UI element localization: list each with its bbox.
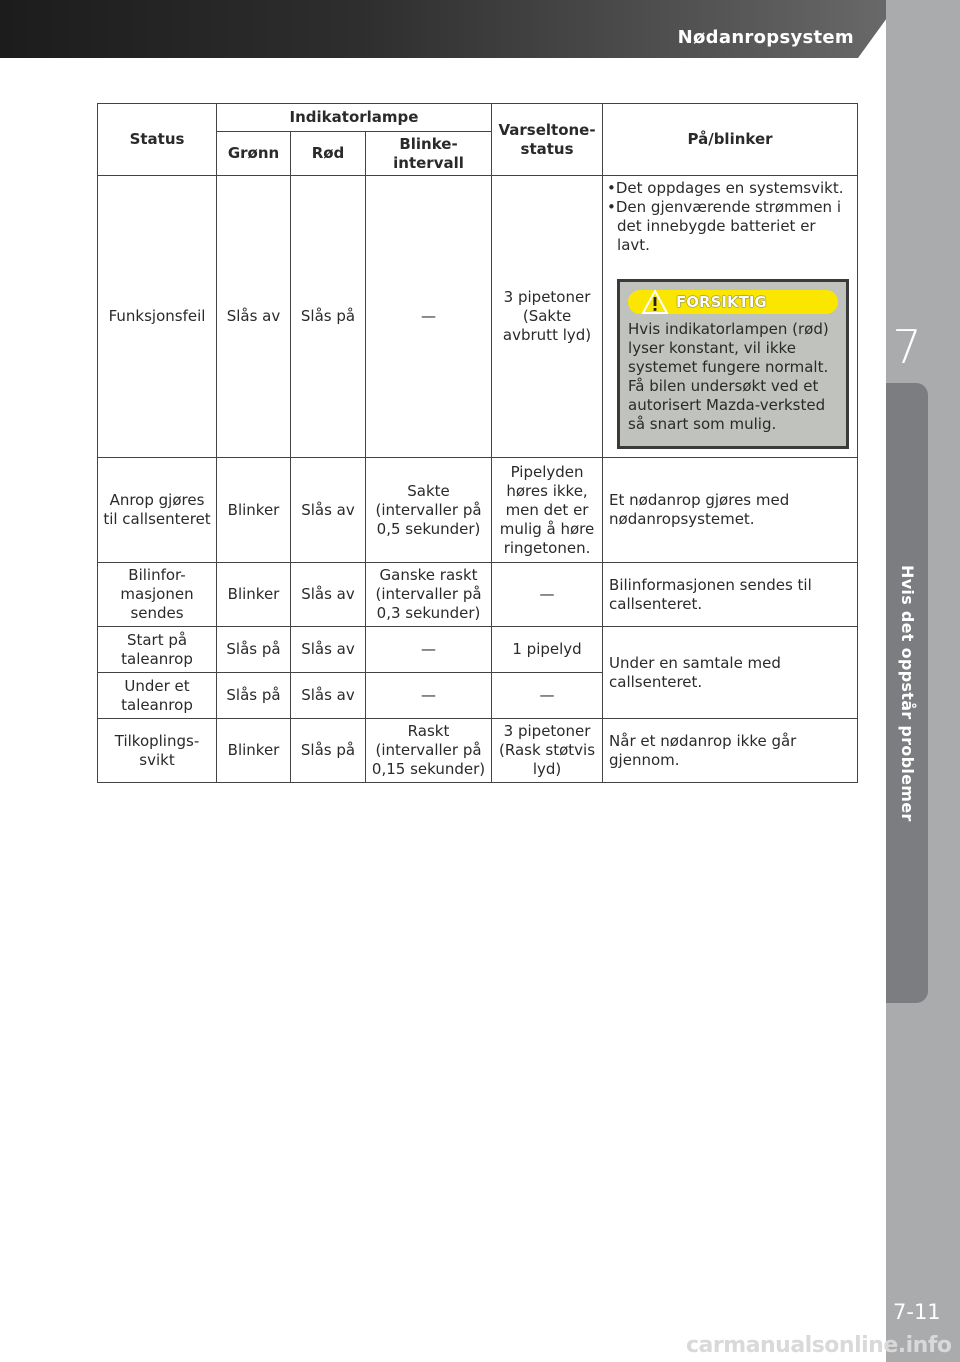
header-interval: Blinke- intervall: [366, 132, 492, 176]
cell-tone: 3 pipetoner (Rask støtvis lyd): [492, 719, 603, 783]
cell-red: Slås av: [291, 563, 366, 627]
bullet-item: •Det oppdages en systemsvikt.: [607, 179, 844, 197]
header-red: Rød: [291, 132, 366, 176]
cell-blinker: Bilinformasjonen sendes til callsenteret.: [603, 563, 858, 627]
cell-interval: —: [366, 673, 492, 719]
caution-box: [617, 279, 849, 449]
caution-text: Hvis indikatorlampen (rød) lyser konstant, vil ikke systemet fungere normalt. Få bilen undersøkt ved et autorisert Mazda-verksted så snart som mulig.: [628, 320, 829, 433]
cell-blinker: Når et nødanrop ikke går gjennom.: [603, 719, 858, 783]
header-indicator: Indikatorlampe: [217, 104, 492, 132]
cell-tone: —: [492, 563, 603, 627]
caution-title: FORSIKTIG: [676, 292, 767, 311]
cell-status: Start på taleanrop: [98, 627, 217, 673]
cell-green: Slås på: [217, 627, 291, 673]
table-row: [98, 176, 858, 458]
warning-icon: [642, 290, 668, 314]
cell-green: Blinker: [217, 458, 291, 563]
header-green: Grønn: [217, 132, 291, 176]
status-table: [97, 103, 858, 783]
cell-red: Slås på: [291, 176, 366, 458]
cell-interval: Raskt (intervaller på 0,15 sekunder): [366, 719, 492, 783]
table-row: [98, 627, 858, 673]
cell-red: Slås av: [291, 458, 366, 563]
cell-green: Slås av: [217, 176, 291, 458]
cell-interval: —: [366, 627, 492, 673]
bullet-item: •Den gjenværende strømmen i det innebygde batteriet er lavt.: [607, 198, 841, 254]
cell-green: Blinker: [217, 719, 291, 783]
cell-tone: Pipelyden høres ikke, men det er mulig å høre ringetonen.: [492, 458, 603, 563]
cell-green: Slås på: [217, 673, 291, 719]
cell-green: Blinker: [217, 563, 291, 627]
cell-status: Anrop gjøres til callsenteret: [98, 458, 217, 563]
cell-interval: Ganske raskt (intervaller på 0,3 sekunder): [366, 563, 492, 627]
header-blinker: På/blinker: [603, 104, 858, 176]
page-number: 7-11: [893, 1300, 941, 1324]
cell-red: Slås av: [291, 673, 366, 719]
header-tone: Varseltone- status: [492, 104, 603, 176]
table-row: [98, 563, 858, 627]
header-status: Status: [98, 104, 217, 176]
table-row: [98, 719, 858, 783]
cell-status: Bilinfor- masjonen sendes: [98, 563, 217, 627]
watermark: carmanualsonline.info: [686, 1333, 952, 1358]
chapter-label: Hvis det oppstår problemer: [898, 565, 917, 822]
cell-status: Tilkoplings- svikt: [98, 719, 217, 783]
cell-red: Slås på: [291, 719, 366, 783]
cell-tone: 1 pipelyd: [492, 627, 603, 673]
cell-blinker: Et nødanrop gjøres med nødanropsystemet.: [603, 458, 858, 563]
cell-blinker: Under en samtale med callsenteret.: [603, 627, 858, 719]
cell-status: Funksjonsfeil: [98, 176, 217, 458]
cell-blinker: [603, 176, 858, 458]
cell-tone: —: [492, 673, 603, 719]
cell-interval: Sakte (intervaller på 0,5 sekunder): [366, 458, 492, 563]
table-row: [98, 458, 858, 563]
section-title: Nødanropsystem: [677, 27, 854, 48]
caution-badge: [628, 290, 838, 314]
cell-status: Under et taleanrop: [98, 673, 217, 719]
cell-interval: —: [366, 176, 492, 458]
cell-red: Slås av: [291, 627, 366, 673]
chapter-number: 7: [892, 320, 922, 374]
cell-tone: 3 pipetoner (Sakte avbrutt lyd): [492, 176, 603, 458]
